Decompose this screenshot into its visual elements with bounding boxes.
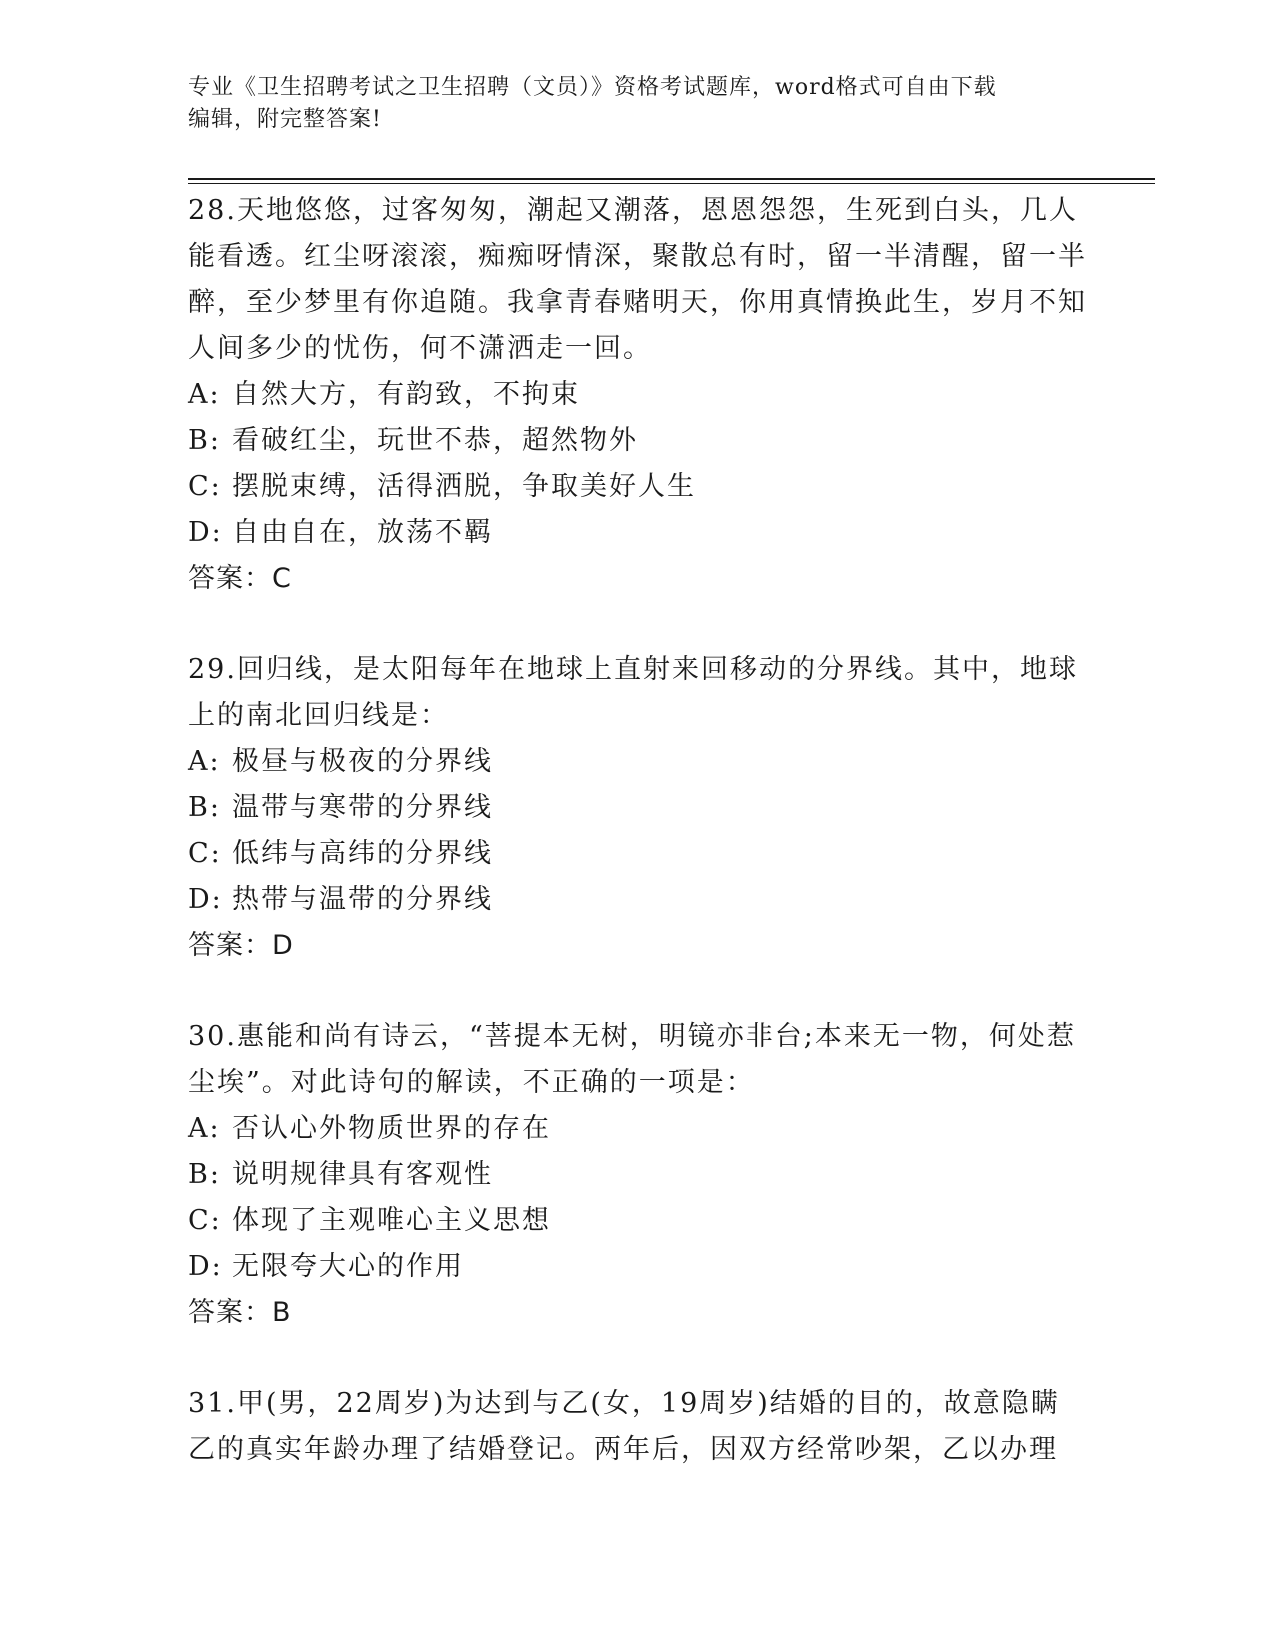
question-text: 29.回归线，是太阳每年在地球上直射来回移动的分界线。其中，地球上的南北回归线是： (188, 654, 1078, 731)
option-text: 无限夸大心的作用 (232, 1251, 464, 1282)
option-b (188, 1152, 1088, 1198)
option-letter: D: (188, 1251, 223, 1282)
option-letter: C: (188, 1205, 222, 1236)
option-text: 热带与温带的分界线 (232, 884, 493, 915)
option-letter: D: (188, 517, 223, 548)
option-d (188, 1244, 1088, 1290)
header-line-2: 编辑，附完整答案! (188, 107, 382, 132)
option-text: 自由自在，放荡不羁 (232, 517, 493, 548)
option-c (188, 1198, 1088, 1244)
option-c (188, 464, 1088, 510)
option-letter: A: (188, 746, 221, 777)
option-text: 摆脱束缚，活得洒脱，争取美好人生 (232, 471, 696, 502)
option-letter: B: (188, 425, 221, 456)
question-list (188, 188, 1088, 1518)
question-30 (188, 1014, 1088, 1336)
option-c (188, 831, 1088, 877)
option-a (188, 372, 1088, 418)
question-text: 28.天地悠悠，过客匆匆，潮起又潮落，恩恩怨怨，生死到白头，几人能看透。红尘呀滚滚，痴痴呀情深，聚散总有时，留一半清醒，留一半醉，至少梦里有你追随。我拿青春赌明天，你用真情换此生，岁月不知人间多少的忧伤，何不潇洒走一回。 (188, 195, 1087, 364)
answer: 答案：B (188, 1297, 292, 1328)
answer: 答案：C (188, 563, 292, 594)
document-header (188, 72, 1088, 136)
option-letter: A: (188, 379, 221, 410)
option-text: 体现了主观唯心主义思想 (232, 1205, 551, 1236)
option-letter: B: (188, 1159, 221, 1190)
header-divider-thick (188, 178, 1155, 180)
option-text: 低纬与高纬的分界线 (232, 838, 493, 869)
option-letter: A: (188, 1113, 221, 1144)
option-text: 极昼与极夜的分界线 (232, 746, 493, 777)
question-31 (188, 1381, 1088, 1473)
option-text: 自然大方，有韵致，不拘束 (232, 379, 580, 410)
option-d (188, 510, 1088, 556)
option-text: 否认心外物质世界的存在 (232, 1113, 551, 1144)
option-text: 看破红尘，玩世不恭，超然物外 (232, 425, 638, 456)
option-letter: C: (188, 471, 222, 502)
option-a (188, 739, 1088, 785)
question-28 (188, 188, 1088, 602)
option-d (188, 877, 1088, 923)
option-b (188, 785, 1088, 831)
answer: 答案：D (188, 930, 294, 961)
header-divider-thin (188, 183, 1155, 184)
question-29 (188, 647, 1088, 969)
option-text: 说明规律具有客观性 (232, 1159, 493, 1190)
question-text: 30.惠能和尚有诗云，“菩提本无树，明镜亦非台;本来无一物，何处惹尘埃”。对此诗句的解读，不正确的一项是： (188, 1021, 1076, 1098)
option-b (188, 418, 1088, 464)
option-text: 温带与寒带的分界线 (232, 792, 493, 823)
header-line-1: 专业《卫生招聘考试之卫生招聘（文员）》资格考试题库，word格式可自由下载 (188, 75, 997, 100)
option-a (188, 1106, 1088, 1152)
option-letter: C: (188, 838, 222, 869)
option-letter: B: (188, 792, 221, 823)
option-letter: D: (188, 884, 223, 915)
question-text: 31.甲(男，22周岁)为达到与乙(女，19周岁)结婚的目的，故意隐瞒乙的真实年龄办理了结婚登记。两年后，因双方经常吵架，乙以办理 (188, 1388, 1060, 1465)
